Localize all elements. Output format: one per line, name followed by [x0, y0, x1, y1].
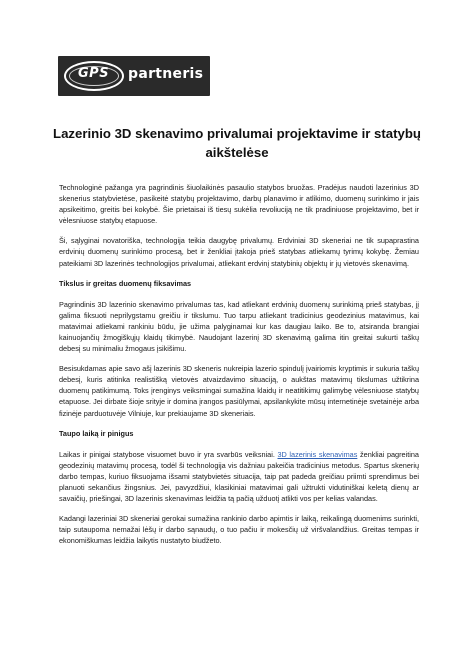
paragraph-time-money-start: Laikas ir pinigai statybose visuomet buvo ir yra svarbūs veiksniai.	[59, 449, 278, 459]
article-body	[59, 182, 419, 555]
logo-partneris-text: partneris	[128, 66, 204, 82]
paragraph-time-money-end: ženkliai pagreitina geodezinių matavimų procesą, todėl ši technologija vis dažniau pakeičia tradicinius metodus. Spartus skenerių darbo tempas, kuriuo fiksuojama išsami statybvietės situacija, taip pat padeda greičiau priimti sprendimus bei planuoti sekančius žingsnius. Jei, pavyzdžiui, klasikiniai matavimai gali užtrukti vidutiniškai keletą dienų ar savaičių, priešingai, 3D lazerinis skenavimas leidžia tą pačią užduotį atlikti vos per kelias valandas.	[59, 449, 419, 503]
gps-partneris-logo	[58, 56, 210, 96]
section-heading-savings: Taupo laiką ir pinigus	[59, 428, 134, 438]
scanning-link[interactable]: 3D lazerinis skenavimas	[277, 449, 358, 459]
paragraph-time-money	[59, 449, 419, 504]
paragraph-scanner-rotation: Besisukdamas apie savo ašį lazerinis 3D skeneris nukreipia lazerio spindulį įvairiomis kryptimis ir sukuria taškų debesį, kuris atitinka realistišką vietovės atvaizdavimo situaciją, o aukštas matavimų tikslumas užtikrina duomenų patikimumą. Toks įrenginys veiksmingai sumažina klaidų ir neatitikimų galimybę vėlesniuose statybų etapuose. Jei dirbate šioje srityje ir domina įrangos pasiūlymai, apsilankykite mūsų internetinėje svetainėje arba fizinėje parduotuvėje Vilniuje, kur prekiaujame 3D skeneriais.	[59, 364, 419, 418]
paragraph-budget: Kadangi lazeriniai 3D skeneriai gerokai sumažina rankinio darbo apimtis ir laiką, reikalingą duomenims surinkti, taip sutaupoma nemažai lėšų ir darbo sąnaudų, o tuo pačiu ir mokesčių už viršvalandžius. Greitas tempas ir ekonomiškumas leidžia laikytis nustatyto biudžeto.	[59, 514, 419, 546]
paragraph-accuracy: Pagrindinis 3D lazerinio skenavimo privalumas tas, kad atliekant erdvinių duomenų surinkimą prieš statybas, jį galima fiksuoti neprilygstamu greičiu ir tikslumu. Tuo tarpu atliekant tradicinius geodezinius matavimus, kai matavimai atliekami rankiniu būdu, jie užima palyginamai kur kas daugiau laiko. Be to, atsiranda brangiai kainuojančių žmogiškųjų klaidų tikimybė. Naudojant lazerinį 3D skenavimą galima itin greitai sukurti taškų debesį su minimaliu žmogaus įsikišimu.	[59, 299, 419, 354]
paragraph-advantages: Ši, sąlyginai novatoriška, technologija teikia daugybę privalumų. Erdviniai 3D skeneriai ne tik supaprastina erdvinių duomenų surinkimo procesą, bet ir ženkliai įtakoja prieš statybas atliekamų tyrimų kokybę. Žemiau pateikiami 3D lazerinės technologijos privalumai, atliekant erdvinį statybinių objektų ir jų vietovės skenavimą.	[59, 236, 419, 268]
logo-gps-text: GPS	[78, 66, 110, 81]
section-heading-accuracy: Tikslus ir greitas duomenų fiksavimas	[59, 278, 192, 288]
page-title: Lazerinio 3D skenavimo privalumai projektavime ir statybų aikštelėse	[53, 126, 421, 160]
paragraph-intro: Technologinė pažanga yra pagrindinis šiuolaikinės pasaulio statybos bruožas. Pradėjus naudoti lazerinius 3D skenerius statybvietėse, pasikeitė statybų projektavimo, darbų planavimo ir atlikimo, duomenų surinkimo ir jais apsikeitimo, greitis bei kokybė. Šie prietaisai iš tiesų sukėlia revoliuciją ne tik pradiniuose projektavimo, bet ir vėlesniuose statybų etapuose.	[59, 183, 419, 226]
